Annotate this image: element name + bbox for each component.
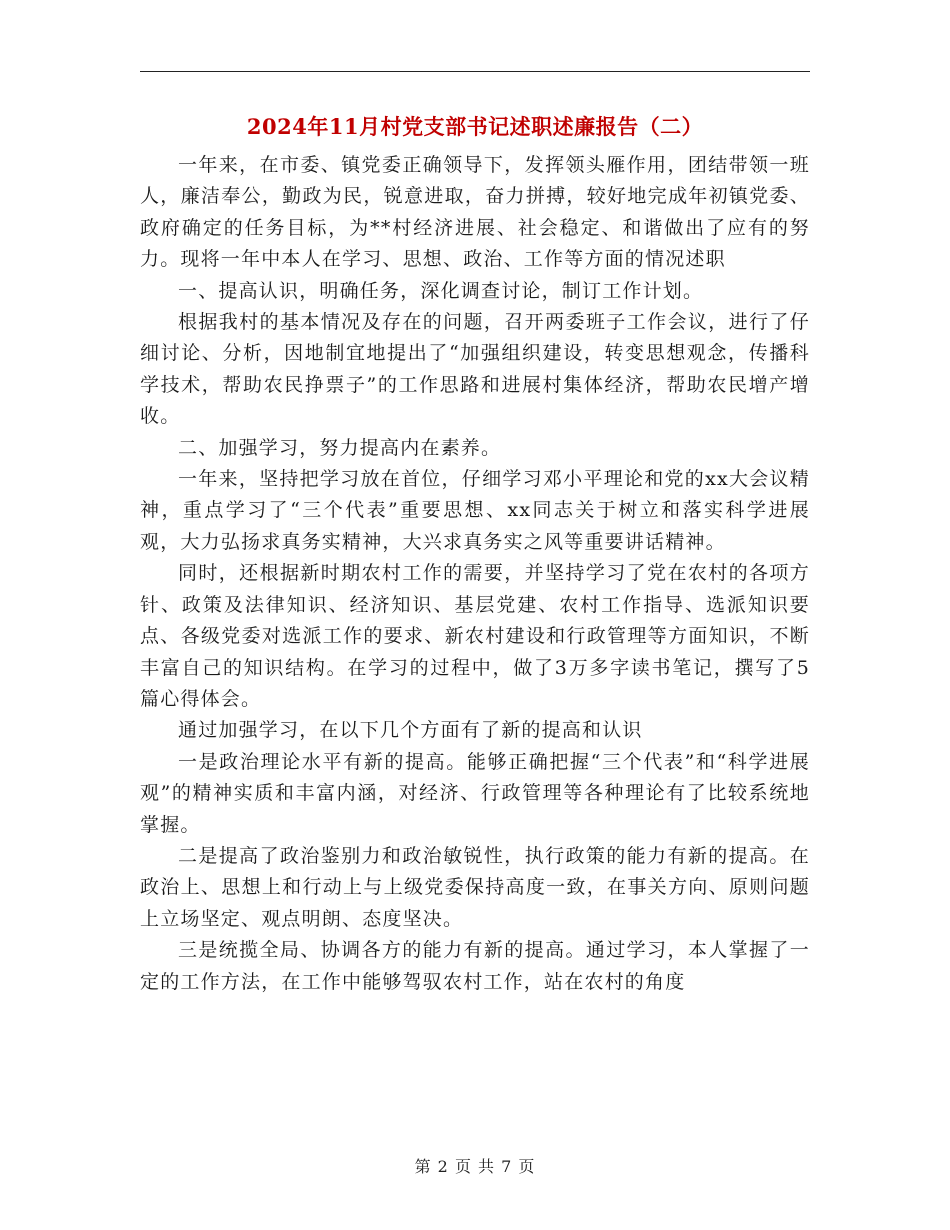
paragraph: 同时，还根据新时期农村工作的需要，并坚持学习了党在农村的各项方针、政策及法律知识、经济知识、基层党建、农村工作指导、选派知识要点、各级党委对选派工作的要求、新农村建设和行政管理等方面知识，不断丰富自己的知识结构。在学习的过程中，做了3万多字读书笔记，撰写了5篇心得体会。	[140, 562, 810, 710]
paragraph: 一年来，在市委、镇党委正确领导下，发挥领头雁作用，团结带领一班人，廉洁奉公，勤政为民，锐意进取，奋力拼搏，较好地完成年初镇党委、政府确定的任务目标，为**村经济进展、社会稳定、和谐做出了应有的努力。现将一年中本人在学习、思想、政治、工作等方面的情况述职	[140, 154, 810, 271]
paragraph: 一年来，坚持把学习放在首位，仔细学习邓小平理论和党的xx大会议精神，重点学习了“三个代表”重要思想、xx同志关于树立和落实科学进展观，大力弘扬求真务实精神，大兴求真务实之风等重要讲话精神。	[140, 468, 810, 553]
paragraph: 根据我村的基本情况及存在的问题，召开两委班子工作会议，进行了仔细讨论、分析，因地制宜地提出了“加强组织建设，转变思想观念，传播科学技术，帮助农民挣票子”的工作思路和进展村集体经济，帮助农民增产增收。	[140, 311, 810, 428]
section-heading: 二、加强学习，努力提高内在素养。	[178, 436, 502, 459]
section-heading: 一、提高认识，明确任务，深化调查讨论，制订工作计划。	[178, 279, 704, 302]
document-body	[140, 150, 810, 998]
page-footer	[0, 1154, 950, 1177]
page-number-label: 第 2 页 共 7 页	[414, 1157, 536, 1176]
document-title: 2024年11月村党支部书记述职述廉报告（二）	[246, 114, 704, 139]
paragraph: 通过加强学习，在以下几个方面有了新的提高和认识	[178, 719, 643, 742]
header-rule	[140, 71, 810, 72]
paragraph: 三是统揽全局、协调各方的能力有新的提高。通过学习，本人掌握了一定的工作方法，在工作中能够驾驭农村工作，站在农村的角度	[140, 939, 810, 993]
paragraph: 二是提高了政治鉴别力和政治敏锐性，执行政策的能力有新的提高。在政治上、思想上和行动上与上级党委保持高度一致，在事关方向、原则问题上立场坚定、观点明朗、态度坚决。	[140, 844, 810, 930]
paragraph: 一是政治理论水平有新的提高。能够正确把握“三个代表”和“科学进展观”的精神实质和丰富内涵，对经济、行政管理等各种理论有了比较系统地掌握。	[140, 750, 810, 836]
